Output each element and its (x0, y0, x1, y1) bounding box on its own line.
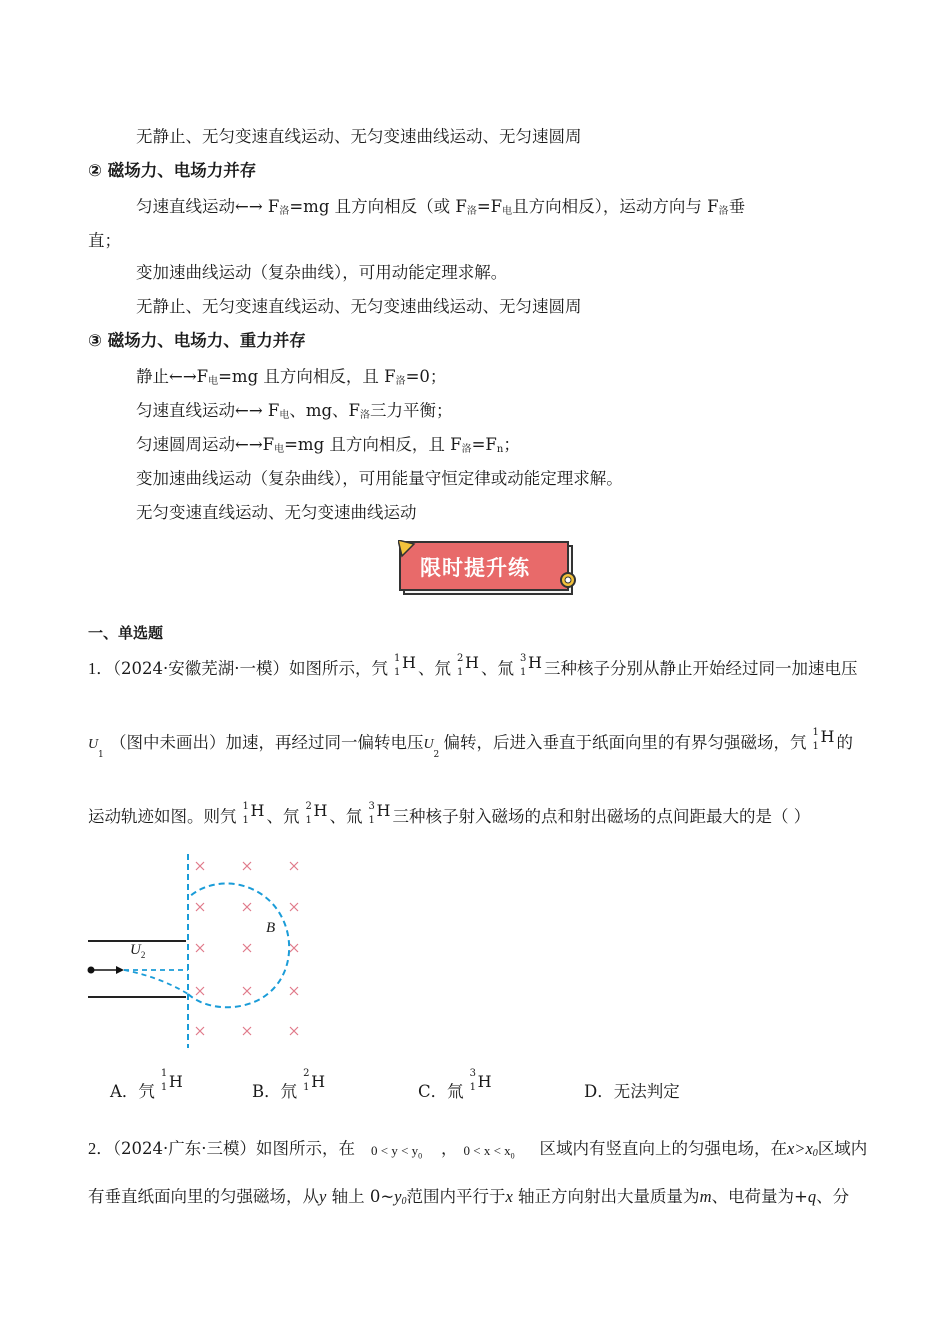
text-line: 静止$\leftarrow\to F_电=mg$ 且方向相反，且 $F_洛=0$； (136, 367, 447, 387)
nuclide-h1: 1 1 H (393, 653, 416, 678)
option-a[interactable]: A．氕 1 1 H (110, 1078, 185, 1102)
text-line: 变加速曲线运动（复杂曲线），可用动能定理求解。 (136, 263, 508, 282)
nuclide-h1: 1 1 H (812, 727, 835, 752)
question-1-line-1: 1．（2024·安徽芜湖·一模）如图所示，氕 1 1 H 、氘 2 1 H 、氚 3 1 H 三种核子分别从静止开始经过同一加速电压 (88, 653, 858, 678)
text-line: 匀速圆周运动$\leftarrow\to F_电=mg$ 且方向相反，且 $F_洛=F_n$； (136, 435, 520, 455)
nuclide-h2: 2 1 H (303, 1068, 326, 1093)
text-line: 无静止、无匀变速直线运动、无匀变速曲线运动、无匀速圆周 (136, 297, 582, 316)
question-1-line-3: 运动轨迹如图。则氕 1 1 H 、氘 2 1 H 、氚 3 1 H 三种核子射入磁场的点和射出磁场的点间距最大的是（ ） (88, 801, 811, 826)
nuclide-h2: 2 1 H (305, 801, 328, 826)
text-line: 直； (88, 231, 121, 250)
magnetic-field-figure (80, 852, 340, 1052)
section-heading-2: ② 磁场力、电场力并存 (88, 161, 257, 180)
nuclide-h2: 2 1 H (456, 653, 479, 678)
nuclide-h3: 3 1 H (469, 1068, 492, 1093)
option-b[interactable]: B．氘 2 1 H (252, 1078, 327, 1102)
section-title: 一、单选题 (88, 624, 164, 642)
question-2-line-1: 2．（2024·广东·三模）如图所示，在 $0 < y < y_0$ ， $0 < x < x_0$ 区域内有竖直向上的匀强电场，在$x>x_0$区域内 (88, 1139, 868, 1161)
text-line: 变加速曲线运动（复杂曲线），可用能量守恒定律或动能定理求解。 (136, 469, 623, 488)
badge-text: 限时提升练 (420, 556, 530, 580)
field-cross-marks (196, 862, 298, 1035)
text-line: 匀速直线运动←→ $F_电$、mg、$F_洛$三力平衡； (136, 401, 453, 421)
section-heading-3: ③ 磁场力、电场力、重力并存 (88, 331, 306, 350)
text-line: 无匀变速直线运动、无匀变速曲线运动 (136, 503, 417, 522)
arrow-icon (116, 966, 124, 974)
option-d[interactable]: D．无法判定 (584, 1082, 680, 1101)
field-label: B (266, 920, 276, 936)
text-line: 无静止、无匀变速直线运动、无匀变速曲线运动、无匀速圆周 (136, 127, 582, 146)
option-c[interactable]: C．氚 3 1 H (418, 1078, 494, 1102)
nuclide-h3: 3 1 H (519, 653, 542, 678)
nuclide-h1: 1 1 H (160, 1068, 183, 1093)
practice-badge (398, 540, 576, 598)
text-line: 匀速直线运动←→ $F_洛=mg$ 且方向相反（或 $F_洛=F_电$且方向相反），运动方向与 $F_洛$垂 (136, 197, 746, 217)
nuclide-h3: 3 1 H (368, 801, 391, 826)
particle-dot (88, 967, 95, 974)
nuclide-h1: 1 1 H (242, 801, 265, 826)
question-1-line-2: U 1 （图中未画出）加速，再经过同一偏转电压 U 2 偏转，后进入垂直于纸面向里的有界匀强磁场，氕 1 1 H 的 (88, 727, 853, 760)
question-2-line-2: 有垂直纸面向里的匀强磁场，从y 轴上 $0\sim y_0$范围内平行于x 轴正方向射出大量质量为m、电荷量为+q、分 (88, 1187, 850, 1207)
voltage-label: $U_2$ (130, 942, 146, 960)
